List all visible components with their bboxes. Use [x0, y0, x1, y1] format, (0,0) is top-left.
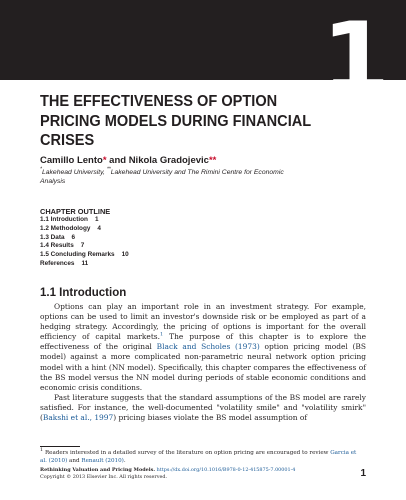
author-mark-1[interactable]: * — [102, 155, 107, 166]
paragraph-text: The purpose of this chapter is to explore the effectiveness of the original — [40, 332, 367, 352]
book-info — [40, 467, 360, 480]
footnote-mark: 1 — [40, 447, 44, 454]
body-paragraph-1 — [40, 302, 366, 393]
affiliation-symbol-2: ** — [106, 166, 111, 173]
outline-item[interactable] — [40, 251, 129, 260]
page-number: 1 — [360, 468, 366, 479]
outline-item-label: 1.3 Data — [40, 233, 65, 241]
outline-item-label: 1.4 Results — [40, 242, 74, 250]
affiliations — [40, 168, 290, 186]
author-line — [40, 155, 216, 166]
outline-item-page: 7 — [80, 242, 85, 250]
affiliation-1: Lakehead University, — [41, 169, 107, 176]
paragraph-text: ) pricing biases violate the BS model assumption of — [113, 413, 308, 423]
outline-item-label: 1.1 Introduction — [40, 216, 88, 223]
footnote — [40, 447, 360, 465]
body-paragraph-2 — [40, 393, 366, 423]
paragraph-text: Past literature suggests that the standard assumptions of the BS model are rarely satisfied. For instance, the well-documented "volatility smile" and "volatility smirk" ( — [40, 392, 366, 423]
outline-item-page: 10 — [121, 251, 129, 259]
outline-item-label: References — [40, 259, 75, 267]
author-name-1: Camillo Lento — [40, 155, 103, 166]
outline-item[interactable] — [40, 242, 129, 251]
author-name-2: Nikola Gradojevic — [128, 155, 209, 166]
outline-item[interactable] — [40, 216, 129, 225]
paragraph-text: option pricing model (BS model) against a more complicated non-parametric neural network option pricing model with a hint (NN model). Specifically, this chapter compares the effectiveness of the BS model versus the NN model during periods of stable economic conditions and economic crisis conditions. — [40, 342, 366, 392]
section-heading: 1.1 Introduction — [40, 287, 127, 299]
citation-link[interactable]: Garcia et al. (2010) — [40, 450, 357, 464]
outline-item-page: 4 — [97, 224, 101, 232]
outline-item-label: 1.5 Concluding Remarks — [40, 251, 115, 259]
chapter-outline — [40, 216, 129, 269]
outline-item[interactable] — [40, 234, 129, 243]
chapter-number: 1 — [321, 2, 390, 116]
citation-link[interactable]: Renault (2010) — [81, 457, 124, 464]
body-text — [40, 302, 366, 423]
footnote-divider — [40, 446, 80, 447]
author-mark-2[interactable]: ** — [208, 155, 217, 166]
citation-link[interactable]: Bakshi et al., 1997 — [42, 413, 114, 423]
footnote-text: . — [123, 457, 126, 464]
copyright: Copyright © 2013 Elsevier Inc. All rights reserved. — [40, 473, 168, 480]
outline-item[interactable] — [40, 225, 129, 234]
outline-item-page: 11 — [81, 259, 89, 267]
chapter-title: THE EFFECTIVENESS OF OPTION PRICING MODELS DURING FINANCIAL CRISES — [40, 93, 311, 149]
footnote-text: and — [67, 457, 82, 464]
outline-item-page: 6 — [71, 233, 76, 241]
affiliation-symbol-1: * — [40, 166, 42, 173]
outline-item-page: 1 — [94, 216, 99, 223]
footnote-reference[interactable]: 1 — [160, 331, 164, 338]
chapter-outline-heading: CHAPTER OUTLINE — [40, 207, 111, 216]
outline-item[interactable] — [40, 260, 129, 269]
citation-link[interactable]: Black and Scholes (1973) — [156, 342, 260, 352]
author-conjunction: and — [106, 155, 129, 166]
book-title-line — [40, 467, 360, 474]
book-title: Rethinking Valuation and Pricing Models. — [40, 467, 156, 473]
footnote-text: Readers interested in a detailed survey of the literature on option pricing are encouraged to review — [43, 450, 331, 456]
chapter-banner — [0, 0, 406, 116]
paragraph-text: Options can play an important role in an investment strategy. For example, options can be used to limit an investor's downside risk or be employed as part of a hedging strategy. Accordingly, the pricing of options is important for the overall efficiency of capital markets. — [40, 302, 366, 342]
doi-link[interactable]: https://dx.doi.org/10.1016/B978-0-12-415875-7.00001-4 — [156, 467, 296, 473]
affiliation-2: Lakehead University and The Rimini Centre for Economic Analysis — [40, 169, 284, 186]
outline-item-label: 1.2 Methodology — [40, 224, 91, 232]
